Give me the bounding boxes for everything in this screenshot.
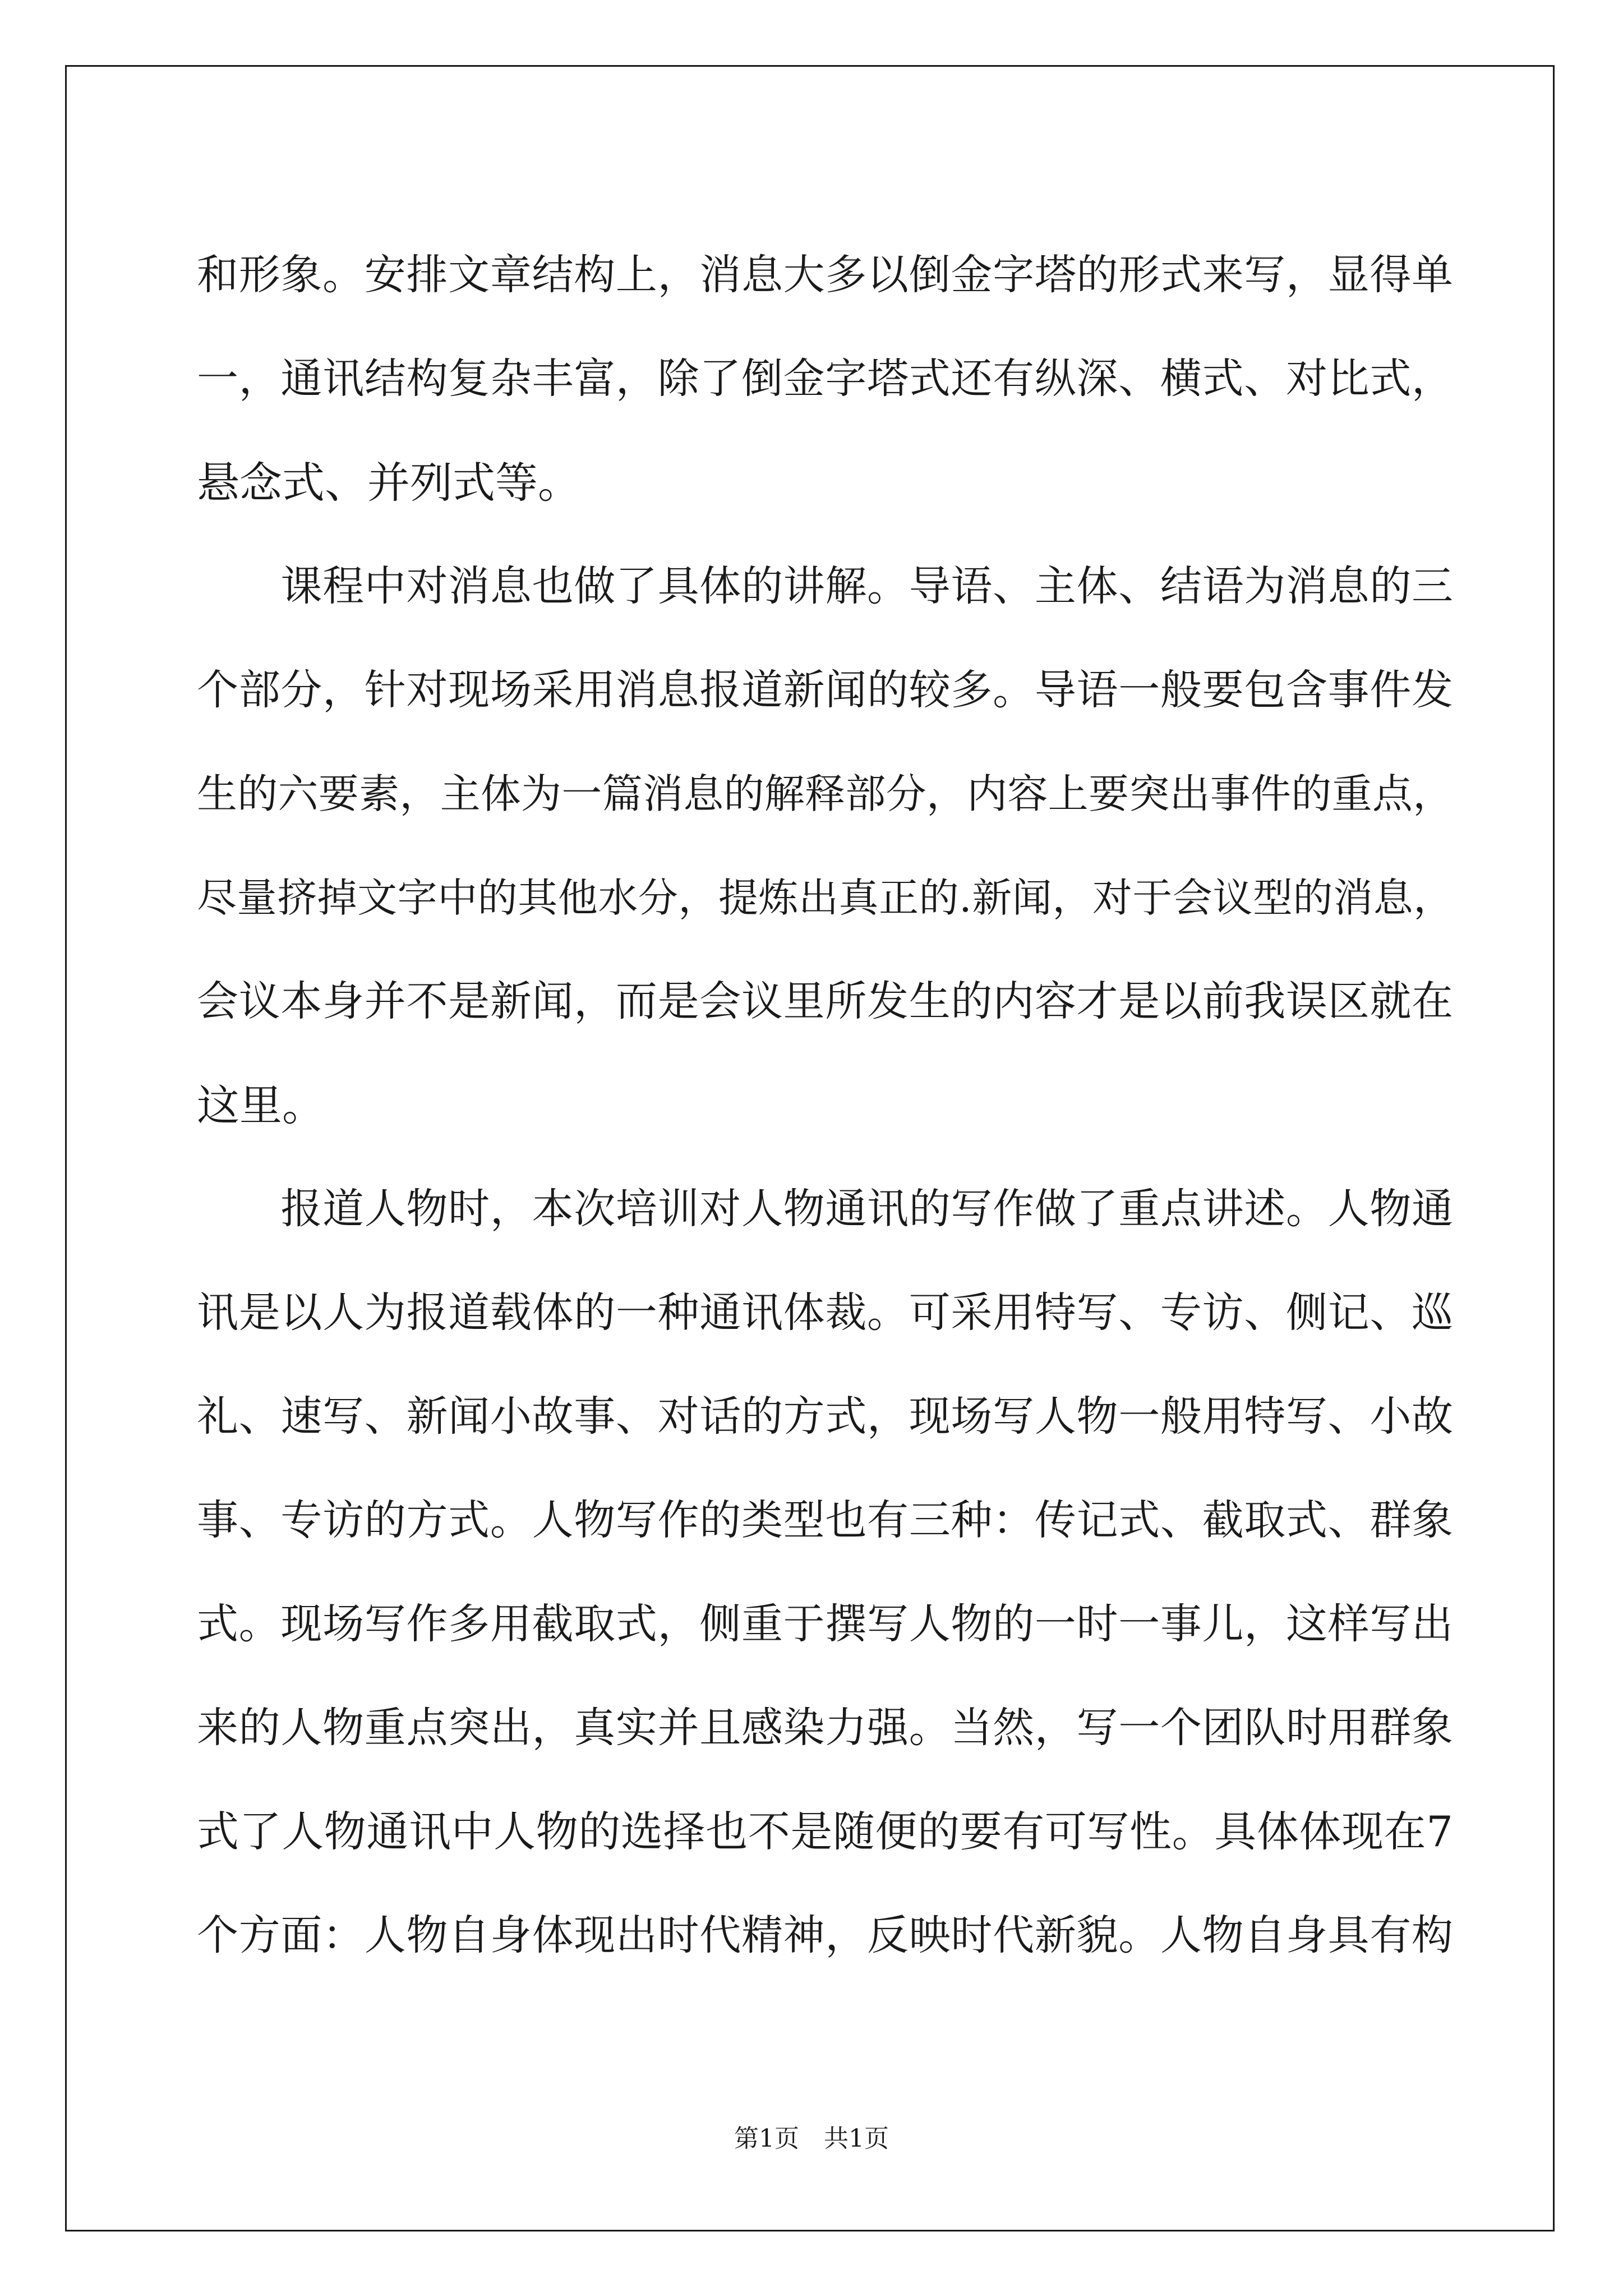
page-footer: 第1页 共1页 xyxy=(734,2124,889,2153)
text-line: 一，通讯结构复杂丰富，除了倒金字塔式还有纵深、横式、对比式， xyxy=(197,355,1453,403)
text-line: 讯是以人为报道载体的一种通讯体裁。可采用特写、专访、侧记、巡 xyxy=(197,1289,1453,1337)
text-line: 尽量挤掉文字中的其他水分，提炼出真正的.新闻，对于会议型的消息， xyxy=(197,875,1453,921)
document-body xyxy=(197,223,1453,1987)
text-line: 这里。 xyxy=(197,1080,325,1130)
text-line: 个方面：人物自身体现出时代精神，反映时代新貌。人物自身具有构 xyxy=(197,1911,1453,1959)
text-line: 会议本身并不是新闻，而是会议里所发生的内容才是以前我误区就在 xyxy=(197,977,1453,1025)
text-line: 报道人物时，本次培训对人物通讯的写作做了重点讲述。人物通 xyxy=(197,1185,1453,1233)
text-line: 课程中对消息也做了具体的讲解。导语、主体、结语为消息的三 xyxy=(197,562,1453,610)
text-line: 式。现场写作多用截取式，侧重于撰写人物的一时一事儿，这样写出 xyxy=(197,1600,1453,1648)
text-line: 和形象。安排文章结构上，消息大多以倒金字塔的形式来写，显得单 xyxy=(197,251,1453,299)
text-line: 个部分，针对现场采用消息报道新闻的较多。导语一般要包含事件发 xyxy=(197,666,1453,714)
text-line: 来的人物重点突出，真实并且感染力强。当然，写一个团队时用群象 xyxy=(197,1704,1453,1752)
text-line: 式了人物通讯中人物的选择也不是随便的要有可写性。具体体现在7 xyxy=(197,1807,1453,1856)
text-line: 悬念式、并列式等。 xyxy=(197,458,580,508)
text-line: 礼、速写、新闻小故事、对话的方式，现场写人物一般用特写、小故 xyxy=(197,1392,1453,1441)
text-line: 生的六要素，主体为一篇消息的解释部分，内容上要突出事件的重点， xyxy=(197,770,1453,817)
text-line: 事、专访的方式。人物写作的类型也有三种：传记式、截取式、群象 xyxy=(197,1496,1453,1544)
